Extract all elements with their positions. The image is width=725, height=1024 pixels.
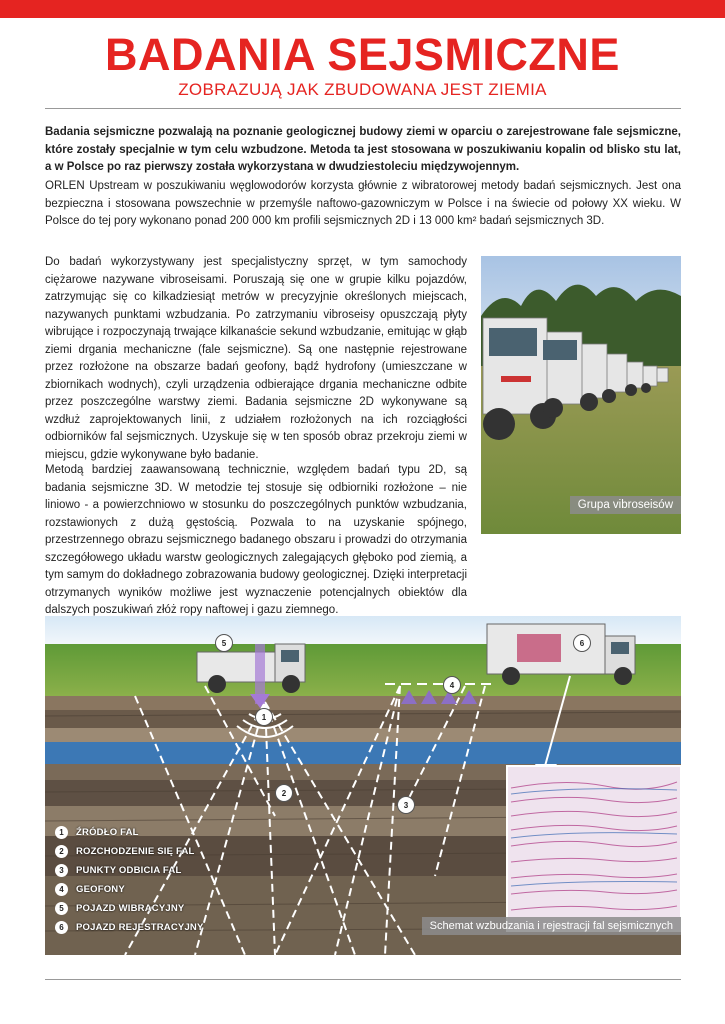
legend-item: 6 POJAZD REJESTRACYJNY [55, 918, 204, 937]
marker-2: 2 [275, 784, 293, 802]
footer-divider [45, 979, 681, 980]
page-title: BADANIA SEJSMICZNE [105, 29, 620, 80]
vibroseis-photo [481, 256, 681, 534]
diagram-caption: Schemat wzbudzania i rejestracji fal sejsmicznych [422, 917, 681, 935]
marker-1: 1 [255, 708, 273, 726]
marker-6: 6 [573, 634, 591, 652]
diagram-legend [55, 823, 204, 937]
marker-5: 5 [215, 634, 233, 652]
legend-item: 2 ROZCHODZENIE SIĘ FAL [55, 842, 204, 861]
paragraph-equipment: Do badań wykorzystywany jest specjalistyczny sprzęt, w tym samochody ciężarowe nazywane vibroseisami. Poruszają się one w grupie kilku pojazdów, zatrzymując się co kilkadziesiąt metrów w precyzyjnie określonych miejscach, nazywanych punktami wzbudzania. Po zatrzymaniu vibroseisy opuszczają płyty wibrujące i rozpoczynają trwające kilkanaście sekund wzbudzanie, emitując w głąb ziemi drgania mechaniczne (fale sejsmiczne). Są one następnie rejestrowane przez rozłożone na obszarze badań geofony, bądź hydrofony (umieszczane w zbiornikach wodnych), czyli urządzenia odbierające drgania mechaniczne odbite przez poszczególne warstwy ziemi. Badania sejsmiczne 2D wykonywane są wzdłuż zaprojektowanych linii, z udziałem rozłożonych na ich rozciągłości odbiorników fal sejsmicznych. Uzyskuje się w ten sposób obraz przekroju ziemi w miejscu, gdzie wykonywane było badanie. [45, 256, 467, 461]
photo-caption: Grupa vibroseisów [570, 496, 681, 514]
legend-item: 5 POJAZD WIBRACYJNY [55, 899, 204, 918]
marker-4: 4 [443, 676, 461, 694]
lead-paragraph: Badania sejsmiczne pozwalają na poznanie geologicznej budowy ziemi w oparciu o zarejestrowane fale sejsmiczne, które zostały specjalnie w tym celu wzbudzone. Metoda ta jest stosowana w poszukiwaniu kopalin od blisko stu lat, a w Polsce po raz pierwszy została wykorzystana w dwudziestoleciu międzywojennym. [45, 126, 681, 173]
marker-3: 3 [397, 796, 415, 814]
legend-item: 3 PUNKTY ODBICIA FAL [55, 861, 204, 880]
paragraph-3d: Metodą bardziej zaawansowaną technicznie, względem badań typu 2D, są badania sejsmiczne 3D. W metodzie tej stosuje się odbiorniki rozłożone – nie liniowo - a powierzchniowo w stosunku do poszczególnych punktów wzbudzania, rozstawionych z dużą gęstością. Pozwala to na uzyskanie spójnego, przestrzennego obrazu sejsmicznego badanego obszaru i prowadzi do otrzymania szczegółowego układu warstw geologicznych zalegających głęboko pod ziemią, a tym samym do dokładnego zobrazowania budowy geologicznej. Dzięki interpretacji otrzymanych wyników możliwe jest wyznaczenie potencjalnych obiektów dla dalszych poszukiwań złóż ropy naftowej i gazu ziemnego. [45, 464, 467, 616]
paragraph-orlen: ORLEN Upstream w poszukiwaniu węglowodorów korzysta głównie z wibratorowej metody badań sejsmicznych. Jest ona bezpieczna i stosowana powszechnie w przemyśle naftowo-gazowniczym w Polsce i na świecie od połowy XX wieku. W Polsce do tej pory wykonano ponad 200 000 km profili sejsmicznych 2D i 13 000 km² badań sejsmicznych 3D. [45, 180, 681, 227]
legend-item: 1 ŹRÓDŁO FAL [55, 823, 204, 842]
header-divider [45, 108, 681, 109]
page-subtitle: ZOBRAZUJĄ JAK ZBUDOWANA JEST ZIEMIA [178, 80, 547, 99]
seismic-diagram [45, 616, 681, 955]
legend-item: 4 GEOFONY [55, 880, 204, 899]
top-red-bar [0, 0, 725, 18]
